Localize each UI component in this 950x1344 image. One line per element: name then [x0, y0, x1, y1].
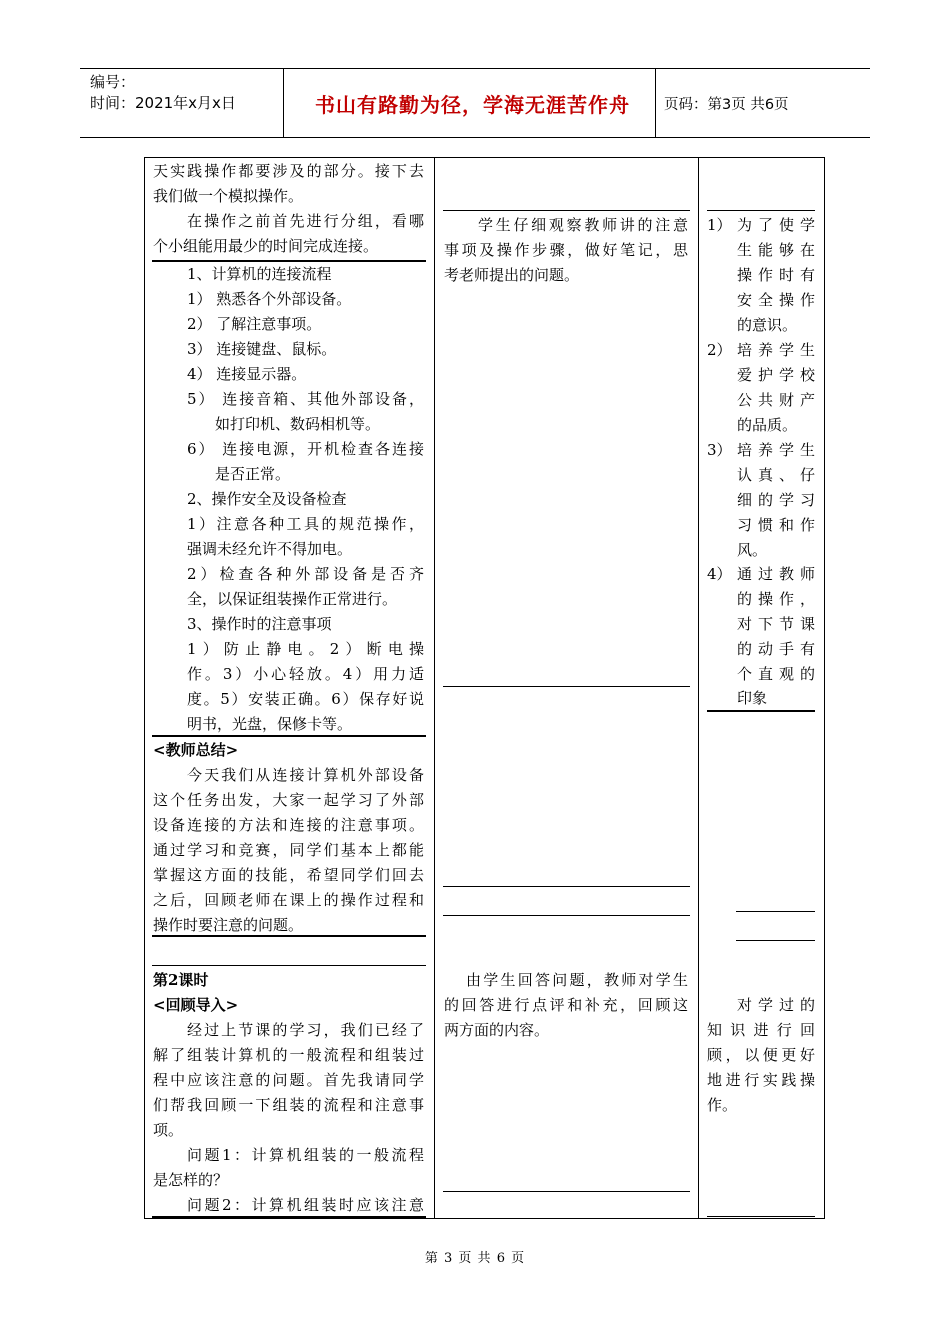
student-activity-line: 两方面的内容。 [444, 1021, 550, 1039]
row-separator [736, 911, 815, 912]
intent-line: 地进行实践操 [707, 1071, 815, 1089]
section-heading: 2、操作安全及设备检查 [187, 490, 347, 508]
section-heading: 1、计算机的连接流程 [187, 265, 332, 283]
row-separator [707, 210, 815, 211]
question-line: 是怎样的？ [153, 1171, 229, 1189]
text-line: 经过上节课的学习，我们已经了 [187, 1021, 424, 1039]
intent-line: 爱护学校 [737, 366, 815, 384]
list-item: 6） 连接电源，开机检查各连接 [187, 440, 424, 458]
list-item: 2）检查各种外部设备是否齐 [187, 565, 424, 583]
page-header [80, 68, 870, 138]
intent-line: 知识进行回 [707, 1021, 815, 1039]
intent-line: 的操作， [737, 590, 815, 608]
intent-line: 安全操作 [737, 291, 815, 309]
list-item-continuation: 强调未经允许不得加电。 [187, 540, 353, 558]
text-line: 解了组装计算机的一般流程和组装过 [153, 1046, 424, 1064]
list-item: 1）注意各种工具的规范操作， [187, 515, 424, 533]
intent-line: 通过教师 [737, 565, 815, 583]
text-line: 我们做一个模拟操作。 [153, 187, 304, 205]
question-line: 问题1：计算机组装的一般流程 [187, 1146, 424, 1164]
intent-line: 顾，以便更好 [707, 1046, 815, 1064]
section-heading: 3、操作时的注意事项 [187, 615, 332, 633]
text-line: 们帮我回顾一下组装的流程和注意事 [153, 1096, 424, 1114]
intent-number: 1） [707, 216, 732, 234]
text-line: 在操作之前首先进行分组，看哪 [187, 212, 424, 230]
text-line: 今天我们从连接计算机外部设备 [187, 766, 424, 784]
student-activity-line: 的回答进行点评和补充，回顾这 [444, 996, 688, 1014]
intent-line: 生能够在 [737, 241, 815, 259]
header-motto: 书山有路勤为径，学海无涯苦作舟 [283, 69, 656, 137]
intent-line: 对下节课 [737, 615, 815, 633]
list-item-continuation: 全，以保证组装操作正常进行。 [187, 590, 398, 608]
student-activity-line: 考老师提出的问题。 [444, 266, 580, 284]
intent-line: 对学过的 [737, 996, 815, 1014]
intent-number: 2） [707, 341, 732, 359]
document-date-label: 时间：2021年x月x日 [90, 94, 236, 112]
row-separator [707, 1216, 815, 1217]
intent-line: 培养学生 [737, 341, 815, 359]
column-divider-1 [434, 157, 435, 1219]
intent-line: 风。 [737, 541, 768, 559]
text-line: 这个任务出发，大家一起学习了外部 [153, 791, 424, 809]
intent-line: 的意识。 [737, 316, 798, 334]
intent-line: 个直观的 [737, 665, 815, 683]
intent-number: 3） [707, 441, 732, 459]
list-item: 明书，光盘，保修卡等。 [187, 715, 353, 733]
row-separator [152, 965, 426, 966]
row-separator [443, 915, 690, 916]
text-line: 通过学习和竞赛，同学们基本上都能 [153, 841, 424, 859]
text-line: 操作时要注意的问题。 [153, 916, 304, 934]
question-line: 问题2：计算机组装时应该注意 [187, 1196, 424, 1214]
intent-line: 培养学生 [737, 441, 815, 459]
document-number-label: 编号： [90, 73, 136, 91]
header-meta [80, 69, 283, 137]
column-divider-2 [698, 157, 699, 1219]
intent-line: 认真、仔 [737, 466, 815, 484]
header-page-number: 页码：第3页 共6页 [664, 96, 789, 113]
intent-line: 为了使学 [737, 216, 815, 234]
intent-line: 细的学习 [737, 491, 815, 509]
text-line: 项。 [153, 1121, 184, 1139]
row-separator [443, 1191, 690, 1192]
list-item: 度。5）安装正确。6）保存好说 [187, 690, 424, 708]
row-separator [443, 886, 690, 887]
text-line: 掌握这方面的技能，希望同学们回去 [153, 866, 424, 884]
row-separator [443, 210, 690, 211]
intent-line: 的动手有 [737, 640, 815, 658]
list-item: 4） 连接显示器。 [187, 365, 307, 383]
row-separator [443, 686, 690, 687]
list-item: 作。3）小心轻放。4）用力适 [187, 665, 424, 683]
intent-number: 4） [707, 565, 732, 583]
list-item: 2） 了解注意事项。 [187, 315, 322, 333]
teacher-summary-heading: <教师总结> [153, 741, 239, 759]
intent-line: 的品质。 [737, 416, 798, 434]
intent-line: 习惯和作 [737, 516, 815, 534]
lesson-2-heading: 第2课时 [153, 971, 209, 989]
list-item-continuation: 如打印机、数码相机等。 [215, 415, 381, 433]
list-item: 1）防止静电。2）断电操 [187, 640, 424, 658]
text-line: 设备连接的方法和连接的注意事项。 [153, 816, 424, 834]
intent-line: 操作时有 [737, 266, 815, 284]
text-line: 之后，回顾老师在课上的操作过程和 [153, 891, 424, 909]
intent-line: 作。 [707, 1096, 738, 1114]
review-intro-heading: <回顾导入> [153, 996, 239, 1014]
text-line: 天实践操作都要涉及的部分。接下去 [153, 162, 424, 180]
intent-line: 公共财产 [737, 391, 815, 409]
page-footer: 第 3 页 共 6 页 [424, 1251, 526, 1266]
row-separator [736, 940, 815, 941]
intent-line: 印象 [737, 689, 768, 707]
student-activity-line: 由学生回答问题，教师对学生 [466, 971, 688, 989]
text-line: 程中应该注意的问题。首先我请同学 [153, 1071, 424, 1089]
student-activity-line: 事项及操作步骤，做好笔记，思 [444, 241, 688, 259]
list-item: 1） 熟悉各个外部设备。 [187, 290, 352, 308]
student-activity-line: 学生仔细观察教师讲的注意 [478, 216, 688, 234]
list-item: 5） 连接音箱、其他外部设备， [187, 390, 424, 408]
list-item-continuation: 是否正常。 [215, 465, 291, 483]
text-line: 个小组能用最少的时间完成连接。 [153, 237, 379, 255]
list-item: 3） 连接键盘、鼠标。 [187, 340, 337, 358]
